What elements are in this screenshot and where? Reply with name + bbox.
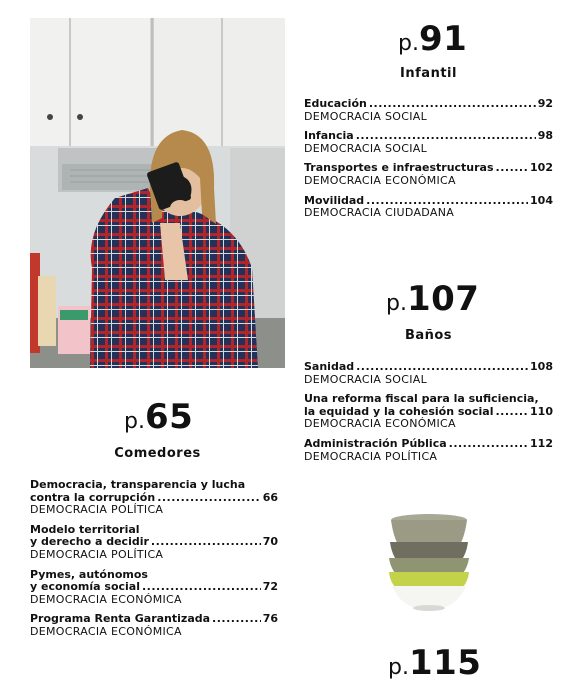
toc-entry (30, 479, 278, 517)
entry-page: 76 (262, 612, 278, 626)
entry-category: DEMOCRACIA POLÍTICA (304, 449, 438, 463)
page-heading-infantil (398, 19, 468, 59)
toc-entry (304, 361, 553, 386)
section-title-banos: Baños (404, 328, 453, 343)
page-number: 107 (406, 279, 480, 319)
entry-title: Movilidad (304, 193, 365, 207)
entry-title-line1: Pymes, autónomos (30, 567, 148, 581)
entry-category: DEMOCRACIA ECONÓMICA (30, 592, 182, 606)
entry-category: DEMOCRACIA SOCIAL (304, 372, 428, 386)
toc-entry (30, 613, 278, 638)
page-prefix: p. (386, 291, 407, 316)
entry-category: DEMOCRACIA SOCIAL (304, 109, 428, 123)
kitchen-photo (30, 18, 285, 368)
photo-illustration (30, 18, 285, 368)
toc-entry (30, 524, 278, 562)
page-heading-banos (386, 279, 480, 319)
entry-title: contra la corrupción (30, 490, 156, 504)
toc-entry (304, 393, 553, 431)
page-number: 91 (418, 19, 468, 59)
entry-category: DEMOCRACIA POLÍTICA (30, 547, 164, 561)
entry-page: 92 (537, 97, 553, 110)
toc-banos (304, 361, 553, 470)
entry-page: 70 (262, 535, 278, 549)
section-title-comedores: Comedores (114, 446, 201, 461)
entry-category: DEMOCRACIA CIUDADANA (304, 206, 455, 220)
entry-title: Sanidad (304, 360, 355, 373)
toc-comedores (30, 479, 278, 646)
toc-infantil (304, 98, 553, 227)
entry-page: 72 (262, 580, 278, 594)
page-number: 65 (144, 397, 194, 437)
entry-title: y derecho a decidir (30, 535, 149, 549)
toc-entry (30, 569, 278, 607)
section-title-infantil: Infantil (400, 66, 457, 81)
toc-entry (304, 98, 553, 123)
entry-page: 104 (530, 193, 553, 207)
entry-title-line1: Una reforma fiscal para la suficiencia, (304, 392, 539, 406)
entry-category: DEMOCRACIA SOCIAL (304, 141, 428, 155)
toc-entry (304, 162, 553, 187)
toc-entry (304, 195, 553, 220)
entry-page: 66 (262, 490, 278, 504)
entry-page: 108 (530, 360, 553, 373)
entry-category: DEMOCRACIA ECONÓMICA (304, 417, 456, 431)
entry-title-line1: Modelo territorial (30, 522, 140, 536)
page-heading-next (388, 643, 482, 683)
entry-page: 110 (530, 404, 553, 418)
toc-entry (304, 438, 553, 463)
entry-page: 98 (537, 129, 553, 143)
bowls-illustration (386, 512, 472, 612)
entry-title: Administración Pública (304, 436, 447, 450)
entry-title-line1: Democracia, transparencia y lucha (30, 478, 246, 491)
entry-title: Programa Renta Garantizada (30, 612, 211, 626)
page-number: 115 (408, 643, 482, 683)
page-heading-comedores (124, 397, 194, 437)
entry-category: DEMOCRACIA ECONÓMICA (30, 624, 182, 638)
page-prefix: p. (398, 31, 419, 56)
entry-title: Educación (304, 97, 367, 110)
entry-page: 102 (530, 161, 553, 175)
entry-category: DEMOCRACIA POLÍTICA (30, 503, 164, 517)
entry-title: Infancia (304, 129, 354, 143)
entry-title: la equidad y la cohesión social (304, 404, 494, 418)
entry-title: y economía social (30, 580, 140, 594)
page-prefix: p. (388, 655, 409, 680)
entry-page: 112 (530, 436, 553, 450)
toc-entry (304, 130, 553, 155)
entry-title: Transportes e infraestructuras (304, 161, 494, 175)
bowls-image (386, 512, 472, 612)
page-prefix: p. (124, 409, 145, 434)
entry-category: DEMOCRACIA ECONÓMICA (304, 173, 456, 187)
